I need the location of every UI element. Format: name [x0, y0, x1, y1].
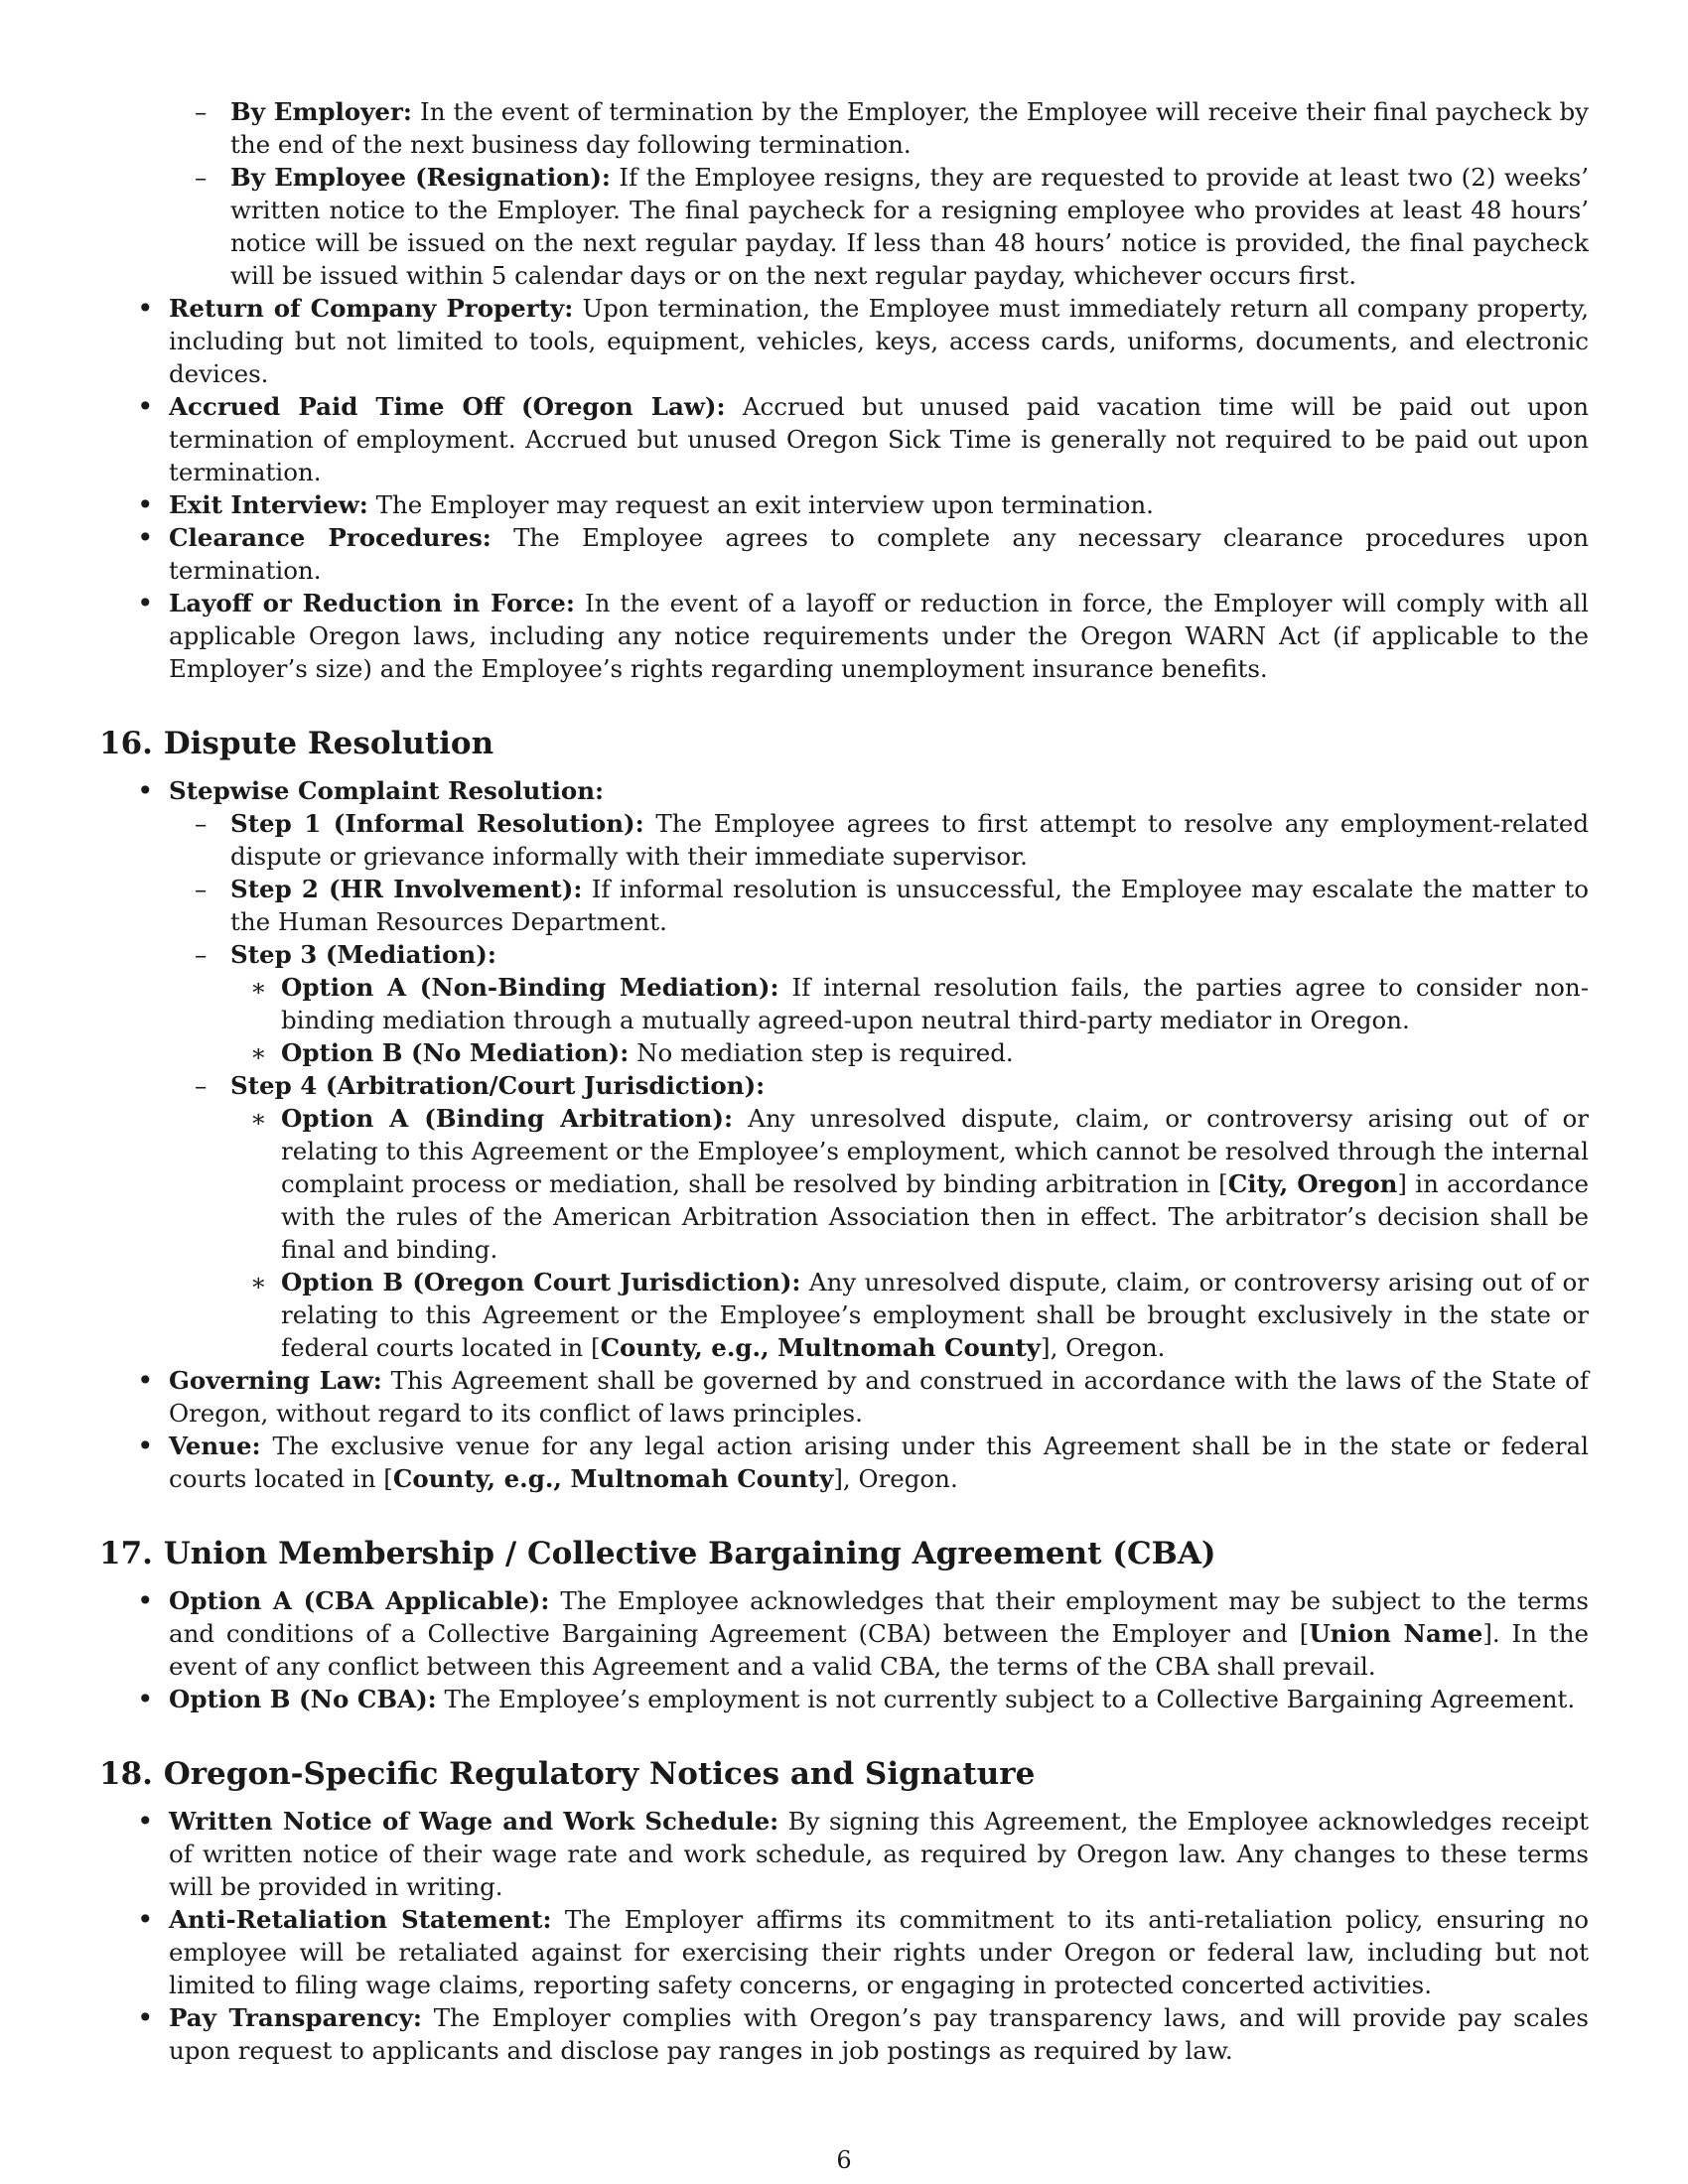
bullet-marker: • — [137, 1903, 154, 1936]
list-item — [99, 971, 1589, 1036]
list-item — [99, 873, 1589, 938]
item-text: In the event of termination by the Employer, the Employee will receive their final paycheck by the end of the next business day following termination. — [230, 97, 1589, 159]
item-label: Written Notice of Wage and Work Schedule: — [169, 1807, 779, 1836]
item-text: The Employee’s employment is not currently subject to a Collective Bargaining Agreement. — [436, 1685, 1576, 1713]
asterisk-marker: ∗ — [250, 973, 267, 1002]
item-text: The Employee acknowledges that their employment may be subject to the terms and conditions of a Collective Bargaining Agreement (CBA) between the Employer and [ — [169, 1586, 1589, 1648]
page-number: 6 — [836, 2146, 852, 2174]
item-label: Layoff or Reduction in Force: — [169, 589, 575, 617]
bullet-marker: • — [137, 1430, 154, 1462]
item-label: Step 2 (HR Involvement): — [230, 875, 583, 903]
placeholder-union: Union Name — [1309, 1619, 1483, 1648]
item-label: Accrued Paid Time Off (Oregon Law): — [169, 392, 726, 421]
item-text: The Employee agrees to first attempt to resolve any employment-related dispute or grievance informally with their immediate supervisor. — [230, 809, 1590, 871]
list-item — [99, 390, 1589, 488]
dispute-list-cont — [99, 1364, 1589, 1495]
list-item — [99, 1584, 1589, 1683]
list-item — [99, 521, 1589, 587]
bullet-marker: • — [137, 488, 154, 521]
bullet-marker: • — [137, 1364, 154, 1397]
section-16-header — [99, 724, 1589, 763]
asterisk-marker: ∗ — [250, 1268, 267, 1297]
item-label: Option B (No Mediation): — [281, 1038, 630, 1067]
list-item — [99, 292, 1589, 390]
item-label: Step 4 (Arbitration/Court Jurisdiction): — [230, 1071, 766, 1100]
document-page — [99, 95, 1589, 2067]
steps-list-cont — [99, 1069, 1589, 1102]
step3-options — [99, 971, 1589, 1069]
item-text: The Employer complies with Oregon’s pay transparency laws, and will provide pay scales upon request to applicants and disclose pay ranges in job postings as required by law. — [169, 2003, 1589, 2065]
item-label: By Employer: — [230, 97, 412, 126]
item-text: ], Oregon. — [1041, 1333, 1166, 1362]
termination-sublist — [99, 95, 1589, 292]
item-label: Exit Interview: — [169, 490, 368, 519]
list-item — [99, 95, 1589, 161]
item-label: Option B (Oregon Court Jurisdiction): — [281, 1268, 801, 1297]
section-heading: 18. Oregon-Specific Regulatory Notices and Signature — [99, 1756, 1036, 1792]
termination-list — [99, 292, 1589, 685]
item-text: If internal resolution fails, the parties agree to consider non-binding mediation through a mutually agreed-upon neutral third-party mediator in Oregon. — [281, 973, 1589, 1034]
item-text: The exclusive venue for any legal action arising under this Agreement shall be in the state or federal courts located in [ — [169, 1432, 1589, 1493]
item-text: The Employer affirms its commitment to its anti-retaliation policy, ensuring no employee will be retaliated against for exercising their rights under Oregon or federal law, including but not limited to filing wage claims, reporting safety concerns, or engaging in protected concerted activities. — [169, 1905, 1589, 1999]
item-label: Step 3 (Mediation): — [230, 940, 496, 969]
item-text: This Agreement shall be governed by and construed in accordance with the laws of the State of Oregon, without regard to its conflict of laws principles. — [169, 1366, 1589, 1428]
item-label: Anti-Retaliation Statement: — [169, 1905, 552, 1934]
item-label: Step 1 (Informal Resolution): — [230, 809, 644, 838]
bullet-marker: • — [137, 521, 154, 554]
list-item — [99, 1903, 1589, 2001]
dash-marker: – — [195, 809, 208, 838]
bullet-marker: • — [137, 1584, 154, 1617]
bullet-marker: • — [137, 774, 154, 807]
section-heading: 16. Dispute Resolution — [99, 726, 494, 761]
list-item — [99, 1683, 1589, 1715]
list-item — [99, 1430, 1589, 1495]
item-text: ], Oregon. — [833, 1464, 958, 1493]
dash-marker: – — [195, 875, 208, 903]
item-label: Governing Law: — [169, 1366, 382, 1395]
item-text: In the event of a layoff or reduction in force, the Employer will comply with all applicable Oregon laws, including any notice requirements under the Oregon WARN Act (if applicable to the Employer’s size) and the Employee’s rights regarding unemployment insurance benefits. — [169, 589, 1590, 683]
item-label: Venue: — [169, 1432, 261, 1460]
asterisk-marker: ∗ — [250, 1038, 267, 1067]
list-item — [99, 2001, 1589, 2067]
placeholder-county: County, e.g., Multnomah County — [600, 1333, 1042, 1362]
list-item — [99, 488, 1589, 521]
bullet-marker: • — [137, 1805, 154, 1838]
item-label: By Employee (Resignation): — [230, 163, 611, 192]
item-text: The Employee agrees to complete any necessary clearance procedures upon termination. — [169, 523, 1590, 585]
step4-options — [99, 1102, 1589, 1364]
list-item — [99, 807, 1589, 873]
item-label: Option B (No CBA): — [169, 1685, 437, 1713]
item-label: Stepwise Complaint Resolution: — [169, 776, 605, 805]
item-text: ]. In the event of any conflict between this Agreement and a valid CBA, the terms of the CBA shall prevail. — [169, 1619, 1589, 1681]
dash-marker: – — [195, 940, 208, 969]
list-item — [99, 587, 1589, 685]
list-item — [99, 1102, 1589, 1266]
placeholder-city: City, Oregon — [1227, 1169, 1398, 1198]
steps-list — [99, 807, 1589, 971]
item-label: Clearance Procedures: — [169, 523, 492, 552]
cba-list — [99, 1584, 1589, 1715]
item-text: Accrued but unused paid vacation time will be paid out upon termination of employment. Accrued but unused Oregon Sick Time is generally not required to be paid out upon termination. — [169, 392, 1589, 486]
item-label: Return of Company Property: — [169, 294, 574, 323]
item-text: Any unresolved dispute, claim, or controversy arising out of or relating to this Agreement or the Employee’s employment shall be brought exclusively in the state or federal courts located in [ — [281, 1268, 1590, 1362]
dash-marker: – — [195, 97, 208, 126]
list-item — [99, 1364, 1589, 1430]
list-item — [99, 774, 1589, 807]
bullet-marker: • — [137, 292, 154, 325]
bullet-marker: • — [137, 2001, 154, 2034]
item-text: If the Employee resigns, they are requested to provide at least two (2) weeks’ written notice to the Employer. The final paycheck for a resigning employee who provides at least 48 hours’ notice will be issued on the next regular payday. If less than 48 hours’ notice is provided, the final paycheck will be issued within 5 calendar days or on the next regular payday, whichever occurs first. — [230, 163, 1589, 290]
list-item — [99, 1805, 1589, 1903]
item-text: By signing this Agreement, the Employee acknowledges receipt of written notice of their wage rate and work schedule, as required by Oregon law. Any changes to these terms will be provided in writing. — [169, 1807, 1589, 1901]
bullet-marker: • — [137, 390, 154, 423]
list-item — [99, 1036, 1589, 1069]
item-text: ] in accordance with the rules of the American Arbitration Association then in effect. The arbitrator’s decision shall be final and binding. — [281, 1169, 1589, 1264]
item-label: Option A (Non-Binding Mediation): — [281, 973, 779, 1002]
dash-marker: – — [195, 163, 208, 192]
item-label: Option A (CBA Applicable): — [169, 1586, 550, 1615]
list-item — [99, 1069, 1589, 1102]
asterisk-marker: ∗ — [250, 1104, 267, 1133]
dispute-list — [99, 774, 1589, 807]
section-17-header — [99, 1534, 1589, 1573]
list-item — [99, 938, 1589, 971]
item-text: No mediation step is required. — [629, 1038, 1014, 1067]
dash-marker: – — [195, 1071, 208, 1100]
section-heading: 17. Union Membership / Collective Bargaining Agreement (CBA) — [99, 1536, 1216, 1571]
notices-list — [99, 1805, 1589, 2067]
item-label: Option A (Binding Arbitration): — [281, 1104, 734, 1133]
item-label: Pay Transparency: — [169, 2003, 422, 2032]
bullet-marker: • — [137, 1683, 154, 1715]
list-item — [99, 161, 1589, 292]
bullet-marker: • — [137, 587, 154, 619]
item-text: Upon termination, the Employee must immediately return all company property, including but not limited to tools, equipment, vehicles, keys, access cards, uniforms, documents, and electronic devices. — [169, 294, 1589, 388]
item-text: Any unresolved dispute, claim, or controversy arising out of or relating to this Agreement or the Employee’s employment, which cannot be resolved through the internal complaint process or mediation, shall be resolved by binding arbitration in [ — [281, 1104, 1589, 1198]
section-18-header — [99, 1754, 1589, 1794]
placeholder-county: County, e.g., Multnomah County — [392, 1464, 834, 1493]
item-text: The Employer may request an exit interview upon termination. — [367, 490, 1154, 519]
item-text: If informal resolution is unsuccessful, the Employee may escalate the matter to the Human Resources Department. — [230, 875, 1589, 936]
list-item — [99, 1266, 1589, 1364]
